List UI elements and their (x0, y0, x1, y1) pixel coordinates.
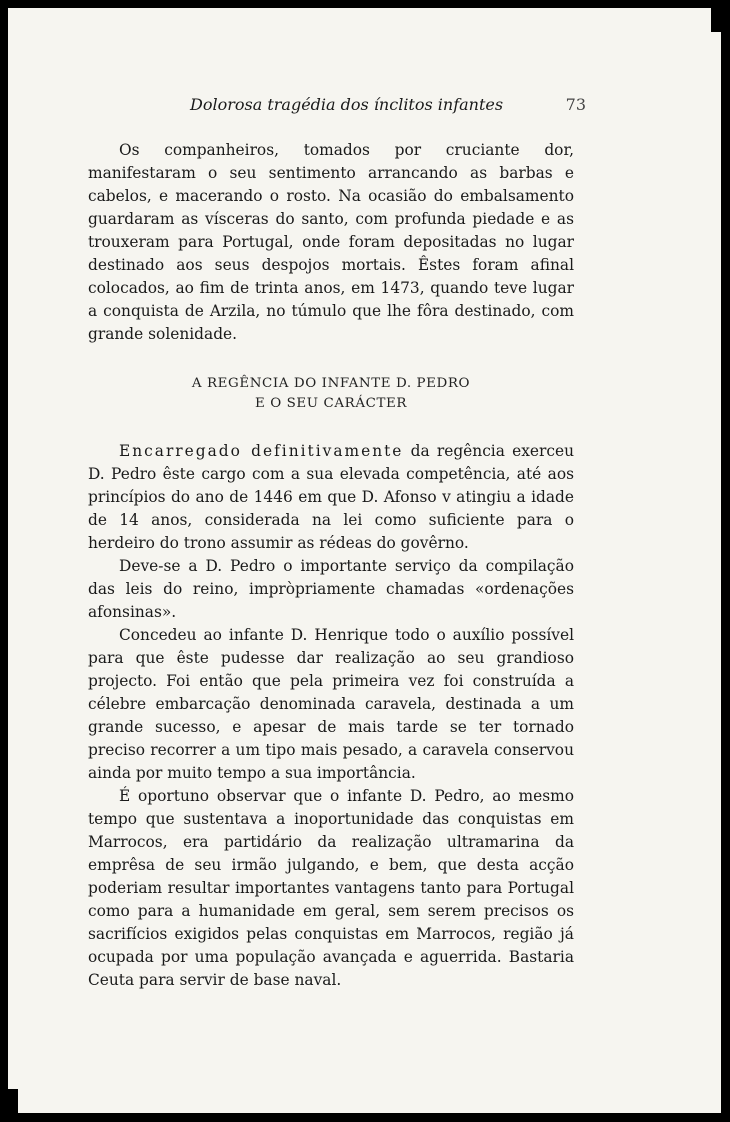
page-header (190, 95, 586, 119)
paragraph-2 (88, 440, 574, 555)
paragraph-2-rest: da regência exerceu D. Pedro êste cargo com a sua elevada competência, até aos princípios do ano de 1446 em que D. Afonso v atingiu a idade de 14 anos, considerada na lei como suficiente para o herdeiro do trono assumir as rédeas do govêrno. (88, 442, 575, 552)
section-heading-line-2: E O SEU CARÁCTER (254, 396, 408, 411)
section-heading-line-1: A REGÊNCIA DO INFANTE D. PEDRO (191, 376, 471, 391)
paragraph-4: Concedeu ao infante D. Henrique todo o auxílio possível para que êste pudesse dar realização ao seu grandioso projecto. Foi então que pela primeira vez foi construída a célebre embarcação denominada caravela, destinada a um grande sucesso, e apesar de mais tarde se ter tornado preciso recorrer a um tipo mais pesado, a caravela conservou ainda por muito tempo a sua importância. (88, 626, 574, 782)
book-page (8, 8, 721, 1113)
paragraph-1: Os companheiros, tomados por cruciante dor, manifestaram o seu sentimento arrancando as barbas e cabelos, e macerando o rosto. Na ocasião do embalsamento guardaram as vísceras do santo, com profunda piedade e as trouxeram para Portugal, onde foram depositadas no lugar destinado aos seus despojos mortais. Êstes foram afinal colocados, ao fim de trinta anos, em 1473, quando teve lugar a conquista de Arzila, no túmulo que lhe fôra destinado, com grande solenidade. (88, 141, 574, 343)
scan-corner-mark (711, 8, 721, 32)
paragraph-3: Deve-se a D. Pedro o importante serviço da compilação das leis do reino, impròpriamente chamadas «ordenações afonsinas». (88, 557, 574, 621)
paragraph-5: É oportuno observar que o infante D. Pedro, ao mesmo tempo que sustentava a inoportunidade das conquistas em Marrocos, era partidário da realização ultramarina da emprêsa de seu irmão julgando, e bem, que desta acção poderiam resultar importantes vantagens tanto para Portugal como para a humanidade em geral, sem serem precisos os sacrifícios exigidos pelas conquistas em Marrocos, região já ocupada por uma população avançada e aguerrida. Bastaria Ceuta para servir de base naval. (88, 787, 574, 989)
page-number: 73 (565, 95, 586, 114)
section-heading (88, 374, 574, 414)
body-text (88, 139, 574, 992)
scan-corner-mark (8, 1089, 18, 1113)
spaced-lead-text: Encarregado definitivamente (119, 442, 404, 460)
running-title: Dolorosa tragédia dos ínclitos infantes (190, 95, 504, 114)
